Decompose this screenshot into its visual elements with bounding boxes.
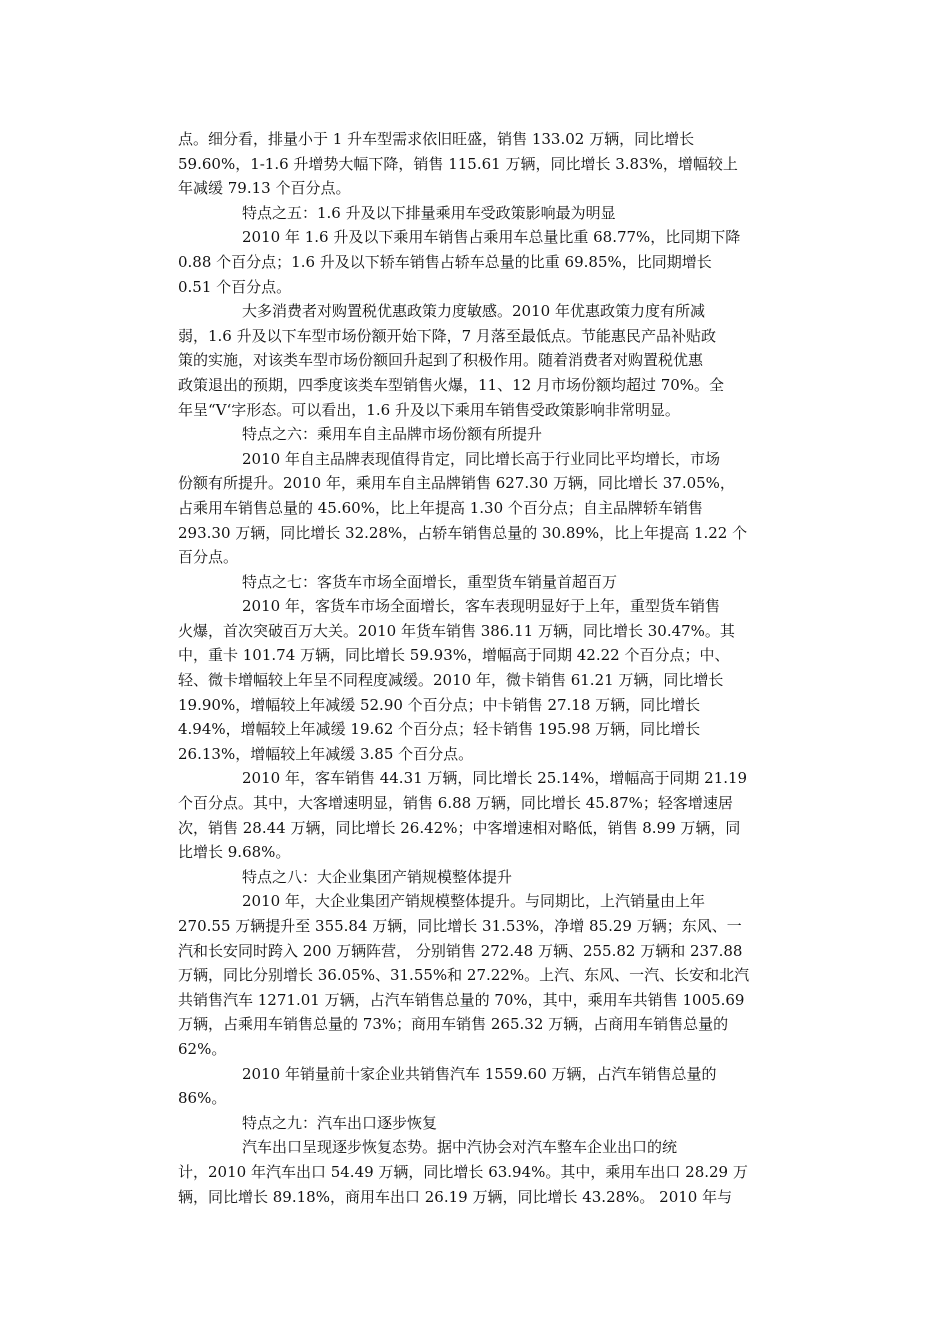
paragraph-line: 火爆，首次突破百万大关。2010 年货车销售 386.11 万辆，同比增长 30.47%。其: [178, 621, 735, 640]
paragraph-line: 大多消费者对购置税优惠政策力度敏感。2010 年优惠政策力度有所减: [242, 302, 705, 321]
paragraph-line: 次，销售 28.44 万辆，同比增长 26.42%；中客增速相对略低，销售 8.99 万辆，同: [178, 818, 741, 837]
paragraph-line: 2010 年 1.6 升及以下乘用车销售占乘用车总量比重 68.77%，比同期下降: [242, 228, 741, 247]
paragraph-line: 2010 年，大企业集团产销规模整体提升。与同期比，上汽销量由上年: [242, 892, 705, 911]
paragraph-line: 汽和长安同时跨入 200 万辆阵营， 分别销售 272.48 万辆、255.82 万辆和 237.88: [178, 941, 743, 960]
paragraph-line: 2010 年自主品牌表现值得肯定，同比增长高于行业同比平均增长，市场: [242, 449, 720, 468]
paragraph-line: 4.94%，增幅较上年减缓 19.62 个百分点；轻卡销售 195.98 万辆，同比增长: [178, 720, 701, 739]
paragraph-line: 年减缓 79.13 个百分点。: [178, 179, 351, 198]
paragraph-line: 19.90%，增幅较上年减缓 52.90 个百分点；中卡销售 27.18 万辆，同比增长: [178, 695, 701, 714]
section-heading: 特点之六：乘用车自主品牌市场份额有所提升: [242, 425, 543, 444]
paragraph-line: 百分点。: [178, 548, 239, 567]
paragraph-line: 万辆，同比分别增长 36.05%、31.55%和 27.22%。上汽、东风、一汽、长安和北汽: [178, 966, 750, 985]
paragraph-line: 份额有所提升。2010 年，乘用车自主品牌销售 627.30 万辆，同比增长 37.05%，: [178, 474, 735, 493]
paragraph-line: 辆，同比增长 89.18%，商用车出口 26.19 万辆，同比增长 43.28%。 2010 年与: [178, 1187, 733, 1206]
paragraph-line: 计，2010 年汽车出口 54.49 万辆，同比增长 63.94%。其中，乘用车出口 28.29 万: [178, 1162, 748, 1181]
paragraph-line: 0.88 个百分点；1.6 升及以下轿车销售占轿车总量的比重 69.85%，比同期增长: [178, 252, 712, 271]
paragraph-line: 点。细分看，排量小于 1 升车型需求依旧旺盛，销售 133.02 万辆，同比增长: [178, 130, 695, 148]
paragraph-line: 比增长 9.68%。: [178, 843, 291, 862]
paragraph-line: 293.30 万辆，同比增长 32.28%，占轿车销售总量的 30.89%，比上年提高 1.22 个: [178, 523, 748, 542]
paragraph-line: 0.51 个百分点。: [178, 277, 292, 296]
paragraph-line: 62%。: [178, 1039, 227, 1058]
paragraph-line: 政策退出的预期，四季度该类车型销售火爆，11、12 月市场份额均超过 70%。全: [178, 375, 725, 394]
document-body: [178, 127, 774, 1209]
paragraph-line: 26.13%，增幅较上年减缓 3.85 个百分点。: [178, 744, 474, 763]
paragraph-line: 万辆，占乘用车销售总量的 73%；商用车销售 265.32 万辆，占商用车销售总量的: [178, 1015, 729, 1034]
paragraph-line: 2010 年，客车销售 44.31 万辆，同比增长 25.14%，增幅高于同期 21.19: [242, 769, 748, 788]
paragraph-line: 2010 年，客货车市场全面增长，客车表现明显好于上年，重型货车销售: [242, 597, 720, 616]
paragraph-line: 弱，1.6 升及以下车型市场份额开始下降，7 月落至最低点。节能惠民产品补贴政: [178, 326, 716, 345]
paragraph-line: 汽车出口呈现逐步恢复态势。据中汽协会对汽车整车企业出口的统: [242, 1138, 678, 1157]
paragraph-line: 轻、微卡增幅较上年呈不同程度减缓。2010 年，微卡销售 61.21 万辆，同比增长: [178, 671, 724, 690]
paragraph-line: 270.55 万辆提升至 355.84 万辆，同比增长 31.53%，净增 85.29 万辆；东风、一: [178, 917, 742, 935]
paragraph-line: 2010 年销量前十家企业共销售汽车 1559.60 万辆，占汽车销售总量的: [242, 1064, 717, 1083]
section-heading: 特点之五：1.6 升及以下排量乘用车受政策影响最为明显: [242, 203, 616, 222]
paragraph-line: 个百分点。其中，大客增速明显，销售 6.88 万辆，同比增长 45.87%；轻客增速居: [178, 794, 733, 813]
paragraph-line: 共销售汽车 1271.01 万辆，占汽车销售总量的 70%，其中，乘用车共销售 1005.69: [178, 990, 745, 1009]
paragraph-line: 策的实施，对该类车型市场份额回升起到了积极作用。随着消费者对购置税优惠: [178, 351, 704, 370]
paragraph-line: 59.60%，1-1.6 升增势大幅下降，销售 115.61 万辆，同比增长 3.83%，增幅较上: [178, 154, 738, 173]
section-heading: 特点之八：大企业集团产销规模整体提升: [242, 867, 513, 886]
paragraph-line: 占乘用车销售总量的 45.60%，比上年提高 1.30 个百分点；自主品牌轿车销售: [178, 498, 703, 517]
section-heading: 特点之九：汽车出口逐步恢复: [242, 1113, 438, 1132]
section-heading: 特点之七：客货车市场全面增长，重型货车销量首超百万: [242, 572, 618, 591]
paragraph-line: 86%。: [178, 1089, 227, 1108]
paragraph-line: 年呈“V‘字形态。可以看出，1.6 升及以下乘用车销售受政策影响非常明显。: [178, 400, 680, 419]
paragraph-line: 中，重卡 101.74 万辆，同比增长 59.93%，增幅高于同期 42.22 个百分点；中、: [178, 646, 730, 665]
